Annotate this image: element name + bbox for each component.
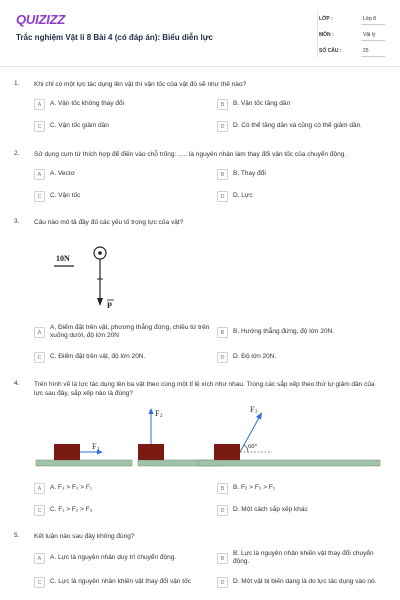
question-text: Sử dụng cụm từ thích hợp để điền vào chỗ trống: ..... là nguyên nhân làm thay đổi vận tốc của chuyển động.	[34, 151, 347, 158]
option-text: B. Thay đổi	[233, 170, 266, 177]
option-letter: D	[217, 352, 228, 363]
meta-underline	[361, 56, 385, 57]
box-3	[214, 444, 240, 460]
question-3	[14, 218, 386, 368]
option-b[interactable]	[217, 326, 387, 340]
page-title: Trắc nghiệm Vật lí 8 Bài 4 (có đáp án): Biểu diễn lực	[16, 33, 213, 42]
option-letter: A	[34, 483, 45, 494]
arrow-head	[97, 298, 103, 306]
question-number: 1.	[14, 80, 20, 87]
option-d[interactable]	[217, 504, 387, 518]
option-text: D. Một vật bị biến dạng là do lực tác dụng vào nó.	[233, 578, 377, 585]
application-point	[98, 251, 102, 255]
header-divider	[0, 66, 400, 67]
option-text: A. F₃ > F₂ > F₁	[50, 484, 93, 491]
option-a[interactable]	[34, 98, 204, 112]
option-c[interactable]	[34, 576, 214, 590]
option-text: D. Một cách sắp xếp khác	[233, 506, 308, 513]
option-d[interactable]	[217, 120, 387, 134]
option-text: A. Lực là nguyên nhân duy trì chuyển động.	[50, 554, 177, 561]
option-letter: D	[217, 121, 228, 132]
option-c[interactable]	[34, 351, 204, 365]
force-label-f2: F	[155, 409, 160, 418]
option-letter: A	[34, 327, 45, 338]
quizizz-logo: QUIZIZZ	[16, 12, 66, 27]
option-c[interactable]	[34, 504, 204, 518]
option-letter: B	[217, 483, 228, 494]
question-text: Trên hình vẽ là lực tác dụng lên ba vật theo cùng một tỉ lệ xích như nhau. Trong các sắp xếp theo thứ tự giảm dần của lực sau đây, sắp xếp nào là đúng?	[34, 381, 375, 397]
question-5	[14, 532, 386, 596]
meta-count-key: SỐ CÂU :	[319, 48, 342, 54]
question-number: 4.	[14, 380, 20, 387]
option-letter: B	[217, 327, 228, 338]
option-d[interactable]	[217, 576, 389, 590]
option-letter: B	[217, 553, 228, 564]
gravity-force-diagram	[34, 240, 164, 320]
option-text: C. Điểm đặt trên vật, độ lớn 20N.	[50, 353, 146, 360]
option-letter: A	[34, 169, 45, 180]
option-a[interactable]	[34, 168, 204, 182]
option-text: D. Độ lớn 20N.	[233, 353, 277, 360]
option-text: C. Vận tốc giảm dần	[50, 122, 109, 129]
option-a[interactable]	[34, 482, 204, 496]
option-letter: C	[34, 577, 45, 588]
option-a[interactable]	[34, 552, 214, 566]
question-2	[14, 150, 386, 210]
option-letter: A	[34, 553, 45, 564]
option-text: D. Có thể tăng dần và cũng có thể giảm dần.	[233, 122, 363, 129]
meta-underline	[361, 24, 385, 25]
meta-subject-value: Vật lý	[363, 32, 376, 38]
three-forces-diagram	[34, 404, 382, 470]
option-text: A. Vận tốc không thay đổi	[50, 100, 125, 107]
question-number: 2.	[14, 150, 20, 157]
question-number: 3.	[14, 218, 20, 225]
question-text: Câu nào mô tả đầy đủ các yếu tố trọng lực của vật?	[34, 219, 184, 226]
box-2	[138, 444, 164, 460]
option-c[interactable]	[34, 190, 204, 204]
option-letter: D	[217, 191, 228, 202]
force-subscript-f2: 2	[160, 414, 163, 419]
option-text: A. Vectơ	[50, 170, 75, 177]
option-letter: D	[217, 505, 228, 516]
meta-underline	[361, 40, 385, 41]
option-letter: C	[34, 121, 45, 132]
force-label-f3: F	[250, 405, 255, 414]
force-label-p: P	[107, 301, 112, 310]
force-subscript-f1: 1	[97, 447, 100, 452]
option-b[interactable]	[217, 482, 387, 496]
option-letter: C	[34, 191, 45, 202]
option-b[interactable]	[217, 98, 387, 112]
meta-count	[319, 44, 385, 57]
option-text: C. Lực là nguyên nhân khiến vật thay đổi vận tốc	[50, 578, 191, 585]
option-letter: B	[217, 169, 228, 180]
force-label-f1: F	[92, 442, 97, 451]
force-subscript-f3: 3	[255, 410, 258, 415]
ground-1	[36, 460, 132, 466]
meta-class-value: Lớp 8	[363, 16, 377, 22]
question-1	[14, 80, 386, 140]
question-text: Kết luận nào sau đây không đúng?	[34, 533, 135, 540]
option-text: C. F₁ > F₂ > F₃	[50, 506, 93, 513]
meta-subject-key: MÔN :	[319, 32, 334, 38]
angle-label: 60°	[248, 443, 258, 450]
meta-subject	[319, 28, 385, 41]
option-letter: A	[34, 99, 45, 110]
meta-class-key: LỚP :	[319, 16, 333, 22]
option-d[interactable]	[217, 190, 387, 204]
option-a[interactable]	[34, 326, 214, 340]
question-number: 5.	[14, 532, 20, 539]
box-1	[54, 444, 80, 460]
meta-divider	[317, 10, 318, 58]
option-text: D. Lực	[233, 192, 253, 199]
option-c[interactable]	[34, 120, 204, 134]
option-letter: C	[34, 505, 45, 516]
option-text: B. Hướng thẳng đứng, độ lớn 20N.	[233, 328, 335, 335]
scale-label: 10N	[56, 254, 70, 263]
meta-count-value: 25	[363, 48, 369, 54]
ground-3	[198, 460, 380, 466]
question-text: Khi chỉ có một lực tác dụng lên vật thì vận tốc của vật đó sẽ như thế nào?	[34, 81, 247, 88]
option-text: B. Vận tốc tăng dần	[233, 100, 291, 107]
option-letter: C	[34, 352, 45, 363]
option-text: B. F₂ > F₃ > F₁	[233, 484, 276, 491]
option-b[interactable]	[217, 168, 387, 182]
option-text: A. Điểm đặt trên vật, phương thẳng đứng, chiều từ trên xuống dưới, độ lớn 20N	[50, 324, 210, 339]
option-text: C. Vận tốc	[50, 192, 81, 199]
option-text: B. Lực là nguyên nhân khiến vật thay đổi chuyển động.	[233, 550, 374, 565]
option-letter: B	[217, 99, 228, 110]
option-letter: D	[217, 577, 228, 588]
meta-class	[319, 12, 385, 25]
option-d[interactable]	[217, 351, 387, 365]
question-4	[14, 380, 386, 520]
option-b[interactable]	[217, 552, 387, 566]
